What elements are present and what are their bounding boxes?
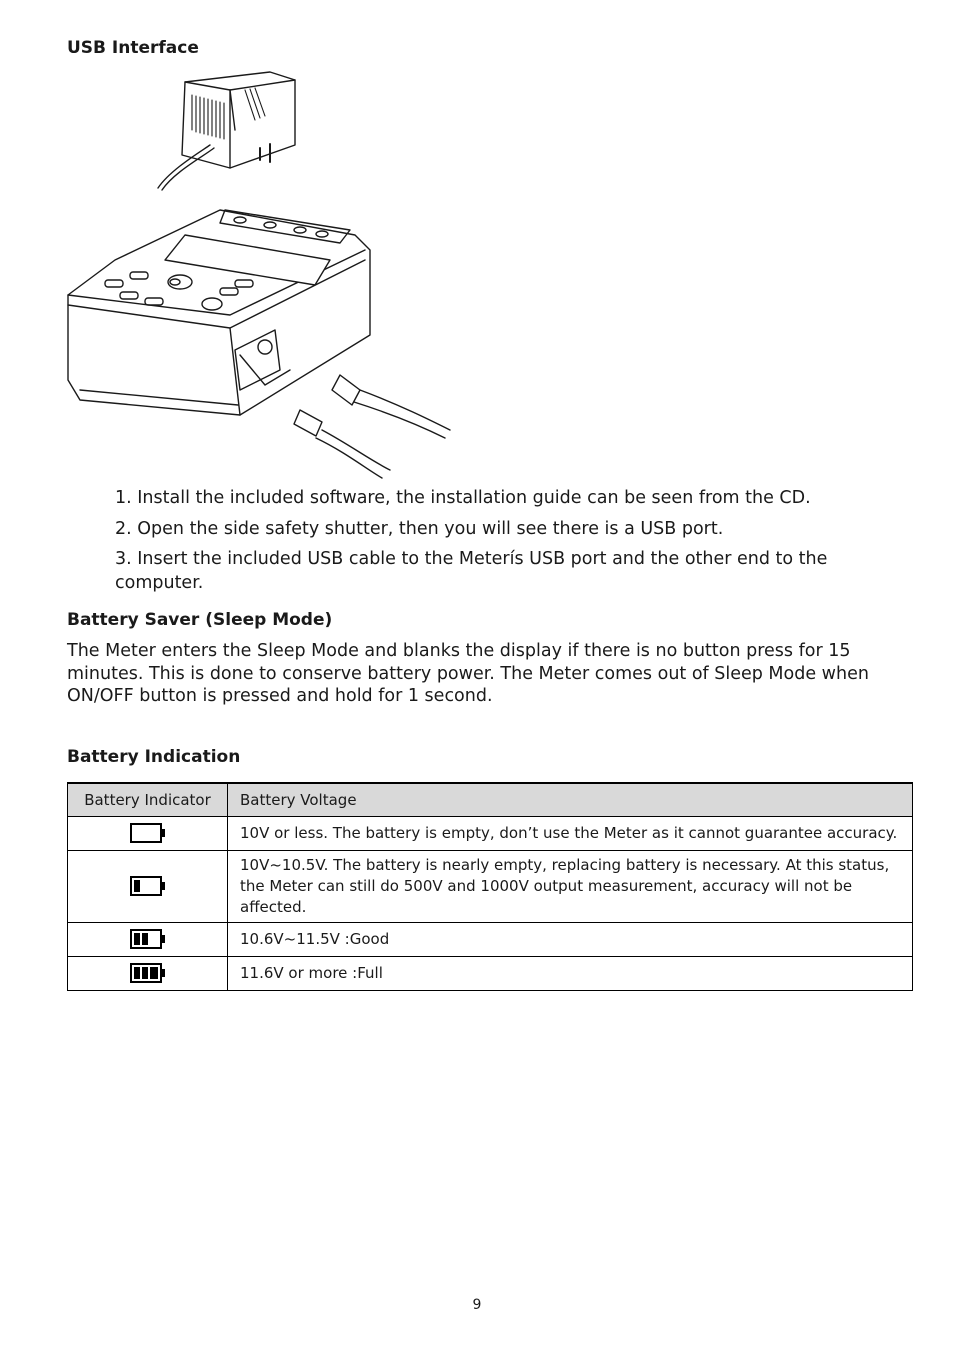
voltage-cell: 10.6V~11.5V :Good: [228, 922, 913, 956]
list-item: 1. Install the included software, the installation guide can be seen from the CD.: [115, 488, 811, 508]
indicator-cell: [68, 956, 228, 990]
usb-interface-heading: USB Interface: [67, 38, 199, 58]
list-item: 2. Open the side safety shutter, then you will see there is a USB port.: [115, 518, 724, 539]
page-number: 9: [472, 1297, 482, 1313]
battery-full-icon: [130, 963, 166, 983]
column-header-indicator: Battery Indicator: [68, 783, 228, 816]
usb-steps-list: [115, 486, 915, 593]
list-item: 3. Insert the included USB cable to the Meterís USB port and the other end to the computer.: [115, 549, 828, 593]
table-row: [68, 956, 913, 990]
sleep-mode-paragraph: The Meter enters the Sleep Mode and blanks the display if there is no button press for 15 minutes. This is done to conserve battery power. The Meter comes out of Sleep Mode when ON/OFF button is pressed and hold for 1 second.: [67, 641, 869, 706]
indicator-cell: [68, 922, 228, 956]
battery-good-icon: [130, 929, 166, 949]
voltage-cell: 11.6V or more :Full: [228, 956, 913, 990]
table-header-row: [68, 783, 913, 816]
meter-body-drawing: [68, 210, 370, 415]
indicator-cell: [68, 850, 228, 922]
column-header-voltage: Battery Voltage: [228, 783, 913, 816]
battery-saver-heading: Battery Saver (Sleep Mode): [67, 610, 333, 630]
usb-cable-drawing: [294, 375, 450, 478]
voltage-cell: 10V or less. The battery is empty, don’t use the Meter as it cannot guarantee accuracy.: [228, 816, 913, 850]
table-row: [68, 850, 913, 922]
power-adapter-drawing: [158, 72, 295, 190]
battery-indication-heading: Battery Indication: [67, 747, 241, 767]
battery-indication-table: [67, 782, 913, 991]
battery-low-icon: [130, 876, 166, 896]
indicator-cell: [68, 816, 228, 850]
table-row: [68, 922, 913, 956]
battery-empty-icon: [130, 823, 166, 843]
table-row: [68, 816, 913, 850]
voltage-cell: 10V~10.5V. The battery is nearly empty, replacing battery is necessary. At this status, the Meter can still do 500V and 1000V output measurement, accuracy will not be affected.: [228, 850, 913, 922]
meter-usb-illustration: [60, 60, 460, 480]
